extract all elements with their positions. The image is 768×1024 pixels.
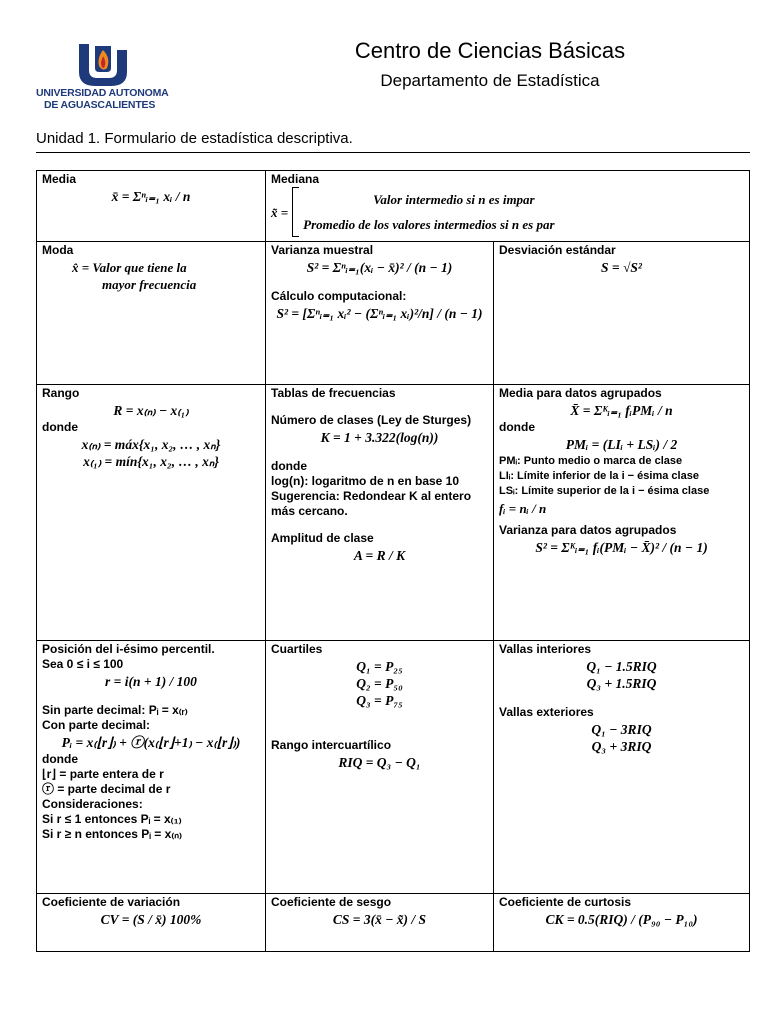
agrupados-label: Media para datos agrupados [499,386,662,400]
f-formula: fᵢ = nᵢ / n [499,501,547,516]
vallas-ext-2: Q₃ + 3RIQ [591,739,652,754]
amplitud-formula: A = R / K [353,548,406,563]
header-rule [36,152,750,153]
percentil-con-formula: Pᵢ = x₍⌊r⌋₎ + ⓡ(x₍⌊r⌋+1₎ − x₍⌊r⌋₎) [61,735,241,750]
unit-title: Unidad 1. Formulario de estadística descriptiva. [36,130,353,147]
percentil-con: Con parte decimal: [42,718,151,732]
rango-donde: donde [42,420,78,434]
moda-line-1: x̂ = Valor que tiene la [72,260,187,275]
moda-label: Moda [42,243,74,257]
media-label: Media [42,172,77,186]
agrupados-donde: donde [499,420,535,434]
q1-formula: Q₁ = P₂₅ [356,659,403,674]
riq-formula: RIQ = Q₃ − Q₁ [338,755,421,770]
cs-label: Coeficiente de sesgo [271,895,392,909]
mediana-case-even: Promedio de los valores intermedios si n es par [303,217,555,232]
amplitud-label: Amplitud de clase [271,531,374,545]
university-logo [36,42,169,111]
rango-label: Rango [42,386,80,400]
cell-percentil [37,641,266,894]
cell-vallas [494,641,750,894]
vallas-int-2: Q₃ + 1.5RIQ [586,676,657,691]
varianza-formula: S² = Σⁿᵢ₌₁(xᵢ − x̄)² / (n − 1) [306,260,453,275]
page-title: Centro de Ciencias Básicas [354,38,626,63]
ls-description: LSᵢ: Límite superior de la i − ésima clase [499,485,710,497]
varianza-comp-label: Cálculo computacional: [271,289,407,303]
mediana-prefix: x̃ = [271,204,289,220]
clases-formula: K = 1 + 3.322(log(n)) [320,430,439,445]
percentil-donde: donde [42,752,78,766]
cell-media [37,171,266,242]
clases-label: Número de clases (Ley de Sturges) [271,413,472,427]
cell-desviacion [494,242,750,385]
desviacion-formula: S = √S² [601,260,642,275]
moda-line-2: mayor frecuencia [102,277,197,292]
cell-cs [266,894,494,952]
desviacion-label: Desviación estándar [499,243,616,257]
cell-tablas [266,385,494,641]
varianza-comp-formula: S² = [Σⁿᵢ₌₁ xᵢ² − (Σⁿᵢ₌₁ xᵢ)²/n] / (n − 1) [276,306,483,321]
cell-agrupados [494,385,750,641]
percentil-entera: ⌊r⌋ = parte entera de r [42,767,164,781]
agrupados-formula: X̄ = Σᴷᵢ₌₁ fᵢPMᵢ / n [570,403,673,418]
tablas-label: Tablas de frecuencias [271,386,396,400]
cuartiles-label: Cuartiles [271,642,323,656]
cell-varianza [266,242,494,385]
cv-formula: CV = (S / x̄) 100% [100,912,202,927]
percentil-c1: Si r ≤ 1 entonces Pᵢ = x₍₁₎ [42,812,182,826]
logo-emblem-icon [73,42,133,86]
vallas-ext-label: Vallas exteriores [499,705,594,719]
percentil-label: Posición del i-ésimo percentil. [42,642,215,656]
li-description: LIᵢ: Límite inferior de la i − ésima clase [499,470,699,482]
ck-formula: CK = 0.5(RIQ) / (P₉₀ − P₁₀) [545,912,698,927]
rango-formula: R = x₍ₙ₎ − x₍₁₎ [113,403,189,418]
rango-max: x₍ₙ₎ = máx{x₁, x₂, … , xₙ} [81,437,221,452]
vallas-ext-1: Q₁ − 3RIQ [591,722,652,737]
percentil-consideraciones: Consideraciones: [42,797,143,811]
cell-rango [37,385,266,641]
cell-cv [37,894,266,952]
cell-cuartiles [266,641,494,894]
cv-label: Coeficiente de variación [42,895,181,909]
mediana-case-odd: Valor intermedio si n es impar [373,192,535,207]
media-formula: x̄ = Σⁿᵢ₌₁ xᵢ / n [111,189,191,204]
vallas-int-label: Vallas interiores [499,642,592,656]
riq-label: Rango intercuartílico [271,738,392,752]
cell-ck [494,894,750,952]
brace-shape [292,187,299,237]
q3-formula: Q₃ = P₇₅ [356,693,403,708]
varianza-label: Varianza muestral [271,243,374,257]
vallas-int-1: Q₁ − 1.5RIQ [586,659,657,674]
mediana-label: Mediana [271,172,320,186]
var-agrupados-formula: S² = Σᴷᵢ₌₁ fᵢ(PMᵢ − X̄)² / (n − 1) [535,540,708,555]
ck-label: Coeficiente de curtosis [499,895,632,909]
cs-formula: CS = 3(x̄ − x̃) / S [332,912,427,927]
q2-formula: Q₂ = P₅₀ [356,676,403,691]
tablas-donde: donde [271,459,307,473]
percentil-c2: Si r ≥ n entonces Pᵢ = x₍ₙ₎ [42,827,182,841]
sugerencia-text: Sugerencia: Redondear K al entero más cercano. [271,489,472,518]
var-agrupados-label: Varianza para datos agrupados [499,523,677,537]
logo-line-2: DE AGUASCALIENTES [44,99,156,111]
percentil-sin: Sin parte decimal: Pᵢ = x₍ᵣ₎ [42,703,188,717]
cell-mediana [266,171,750,242]
rango-min: x₍₁₎ = mín{x₁, x₂, … , xₙ} [83,454,219,469]
formula-table [36,170,750,952]
percentil-r-formula: r = i(n + 1) / 100 [105,674,197,689]
pm-description: PMᵢ: Punto medio o marca de clase [499,455,683,467]
percentil-decimal: ⓡ = parte decimal de r [42,782,171,796]
page-subtitle: Departamento de Estadística [380,71,600,90]
cell-moda [37,242,266,385]
logo-line-1: UNIVERSIDAD AUTONOMA [36,87,169,99]
pm-formula: PMᵢ = (LIᵢ + LSᵢ) / 2 [565,437,678,452]
percentil-sea: Sea 0 ≤ i ≤ 100 [42,657,124,671]
log-description: log(n): logaritmo de n en base 10 [271,474,460,488]
